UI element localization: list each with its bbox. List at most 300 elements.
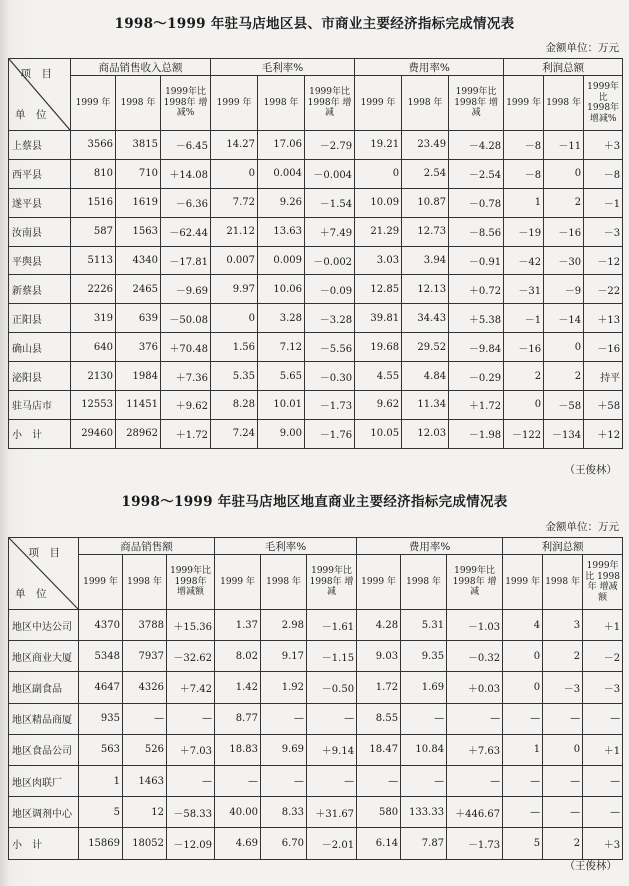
table-cell: 4 bbox=[503, 610, 543, 641]
table-cell: 9.35 bbox=[401, 641, 447, 672]
table-cell: ＋7.63 bbox=[447, 734, 503, 765]
table-cell: －9.84 bbox=[449, 333, 504, 362]
table-cell: ＋9.62 bbox=[161, 391, 211, 420]
table-cell: 810 bbox=[71, 159, 116, 188]
table-cell: 526 bbox=[123, 734, 167, 765]
col-compare-pct: 1999年比 1998年 增减% bbox=[584, 76, 623, 131]
table-cell: 7.12 bbox=[258, 333, 305, 362]
table-cell: 12.85 bbox=[355, 275, 402, 304]
table-cell: 21.29 bbox=[355, 217, 402, 246]
table-cell: 935 bbox=[79, 703, 123, 734]
table-cell: 5 bbox=[503, 828, 543, 859]
table-cell: 2130 bbox=[71, 362, 116, 391]
table-cell: 1 bbox=[79, 765, 123, 796]
table-cell: －42 bbox=[504, 246, 544, 275]
table2-group-gross-margin: 毛利率% bbox=[215, 538, 357, 555]
table-cell: －3 bbox=[584, 217, 623, 246]
col-compare-change: 1999年比 1998年 增 减 bbox=[307, 555, 357, 610]
table2-credit: （王俊林） bbox=[564, 860, 617, 872]
table-row bbox=[9, 419, 623, 448]
table-row bbox=[9, 797, 623, 828]
table-cell: — bbox=[307, 765, 357, 796]
table-cell: －122 bbox=[504, 419, 544, 448]
row-unit-name: 地区肉联厂 bbox=[9, 765, 79, 796]
table-cell: 7.87 bbox=[401, 828, 447, 859]
table-cell: 0 bbox=[543, 734, 583, 765]
table-cell: 7937 bbox=[123, 641, 167, 672]
table-cell: 5348 bbox=[79, 641, 123, 672]
table2-title: 1998～1999 年驻马店地区地直商业主要经济指标完成情况表 bbox=[121, 494, 508, 510]
col-1999: 1999 年 bbox=[357, 555, 401, 610]
table-cell: 9.62 bbox=[355, 391, 402, 420]
table-cell: －0.78 bbox=[449, 188, 504, 217]
table-row bbox=[9, 765, 623, 796]
table-cell: 1619 bbox=[116, 188, 161, 217]
table-cell: －6.45 bbox=[161, 131, 211, 160]
table-row bbox=[9, 217, 623, 246]
table-cell: －134 bbox=[544, 419, 584, 448]
table-row bbox=[9, 159, 623, 188]
table2-unit: 金额单位：万元 bbox=[545, 521, 619, 533]
table-cell: 4.28 bbox=[357, 610, 401, 641]
row-unit-name: 地区食品公司 bbox=[9, 734, 79, 765]
table-cell: 10.05 bbox=[355, 419, 402, 448]
table-cell: 9.97 bbox=[211, 275, 258, 304]
table-cell: 4.55 bbox=[355, 362, 402, 391]
table-cell: 6.14 bbox=[357, 828, 401, 859]
table-cell: ＋446.67 bbox=[447, 797, 503, 828]
table-cell: 8.55 bbox=[357, 703, 401, 734]
row-unit-name: 地区中达公司 bbox=[9, 610, 79, 641]
table-cell: 1 bbox=[503, 734, 543, 765]
row-unit-name: 地区副食品 bbox=[9, 672, 79, 703]
table-cell: 3815 bbox=[116, 131, 161, 160]
table-row bbox=[9, 362, 623, 391]
table-cell: — bbox=[447, 703, 503, 734]
table-cell: 2 bbox=[543, 828, 583, 859]
table-cell: 18052 bbox=[123, 828, 167, 859]
table-cell: 9.69 bbox=[261, 734, 307, 765]
table-cell: 39.81 bbox=[355, 304, 402, 333]
table-cell: 0 bbox=[355, 159, 402, 188]
table-row bbox=[9, 391, 623, 420]
table-cell: — bbox=[583, 797, 623, 828]
table-row bbox=[9, 333, 623, 362]
table-cell: －0.30 bbox=[305, 362, 355, 391]
table-cell: －22 bbox=[584, 275, 623, 304]
table-cell: 563 bbox=[79, 734, 123, 765]
table-cell: ＋70.48 bbox=[161, 333, 211, 362]
table-cell: 19.68 bbox=[355, 333, 402, 362]
table-row bbox=[9, 641, 623, 672]
table-cell: －2.54 bbox=[449, 159, 504, 188]
table-cell: 10.09 bbox=[355, 188, 402, 217]
table-cell: 4340 bbox=[116, 246, 161, 275]
table-cell: －8.56 bbox=[449, 217, 504, 246]
row-unit-name: 汝南县 bbox=[9, 217, 71, 246]
table-cell: ＋58 bbox=[584, 391, 623, 420]
table-cell: －12 bbox=[584, 246, 623, 275]
table-cell: 12.73 bbox=[402, 217, 449, 246]
table-cell: ＋15.36 bbox=[167, 610, 215, 641]
table-cell: — bbox=[357, 765, 401, 796]
table-cell: 0.007 bbox=[211, 246, 258, 275]
col-1999: 1999 年 bbox=[503, 555, 543, 610]
table-cell: －1.76 bbox=[305, 419, 355, 448]
table-cell: －9 bbox=[544, 275, 584, 304]
table-cell: — bbox=[583, 765, 623, 796]
col-1998: 1998 年 bbox=[543, 555, 583, 610]
table-cell: 12553 bbox=[71, 391, 116, 420]
col-1999: 1999 年 bbox=[504, 76, 544, 131]
table-cell: — bbox=[261, 765, 307, 796]
table-cell: －19 bbox=[504, 217, 544, 246]
table1-corner-header bbox=[9, 59, 71, 131]
col-1999: 1999 年 bbox=[211, 76, 258, 131]
table-cell: ＋1 bbox=[583, 734, 623, 765]
table-cell: 0 bbox=[544, 333, 584, 362]
table-cell: 12 bbox=[123, 797, 167, 828]
col-1999: 1999 年 bbox=[71, 76, 116, 131]
table-cell: －58.33 bbox=[167, 797, 215, 828]
table-cell: 10.06 bbox=[258, 275, 305, 304]
table-cell: 8.28 bbox=[211, 391, 258, 420]
table-cell: ＋1.72 bbox=[161, 419, 211, 448]
table2-group-expense-rate: 费用率% bbox=[357, 538, 503, 555]
table-cell: ＋31.67 bbox=[307, 797, 357, 828]
col-1998: 1998 年 bbox=[261, 555, 307, 610]
table-cell: －2.79 bbox=[305, 131, 355, 160]
table-cell: －1.98 bbox=[449, 419, 504, 448]
table-cell: 3.94 bbox=[402, 246, 449, 275]
table-cell: ＋7.03 bbox=[167, 734, 215, 765]
table-cell: 5.65 bbox=[258, 362, 305, 391]
table-cell: －14 bbox=[544, 304, 584, 333]
table-cell: 580 bbox=[357, 797, 401, 828]
row-unit-name: 地区精品商厦 bbox=[9, 703, 79, 734]
table-cell: 2465 bbox=[116, 275, 161, 304]
table-cell: ＋7.42 bbox=[167, 672, 215, 703]
table-row bbox=[9, 188, 623, 217]
table-cell: 10.87 bbox=[402, 188, 449, 217]
col-compare-amount: 1999年比 1998年 增减额 bbox=[167, 555, 215, 610]
table-cell: 1463 bbox=[123, 765, 167, 796]
table-cell: －3 bbox=[543, 672, 583, 703]
table-cell: — bbox=[503, 703, 543, 734]
table-cell: －31 bbox=[504, 275, 544, 304]
table-cell: 4326 bbox=[123, 672, 167, 703]
row-unit-name: 平舆县 bbox=[9, 246, 71, 275]
table-cell: 7.72 bbox=[211, 188, 258, 217]
table-cell: 2 bbox=[504, 362, 544, 391]
table-cell: ＋7.36 bbox=[161, 362, 211, 391]
table-cell: — bbox=[261, 703, 307, 734]
table-cell: 2 bbox=[544, 362, 584, 391]
table-cell: －62.44 bbox=[161, 217, 211, 246]
table-cell: －16 bbox=[544, 217, 584, 246]
table-cell: 0 bbox=[503, 672, 543, 703]
col-1998: 1998 年 bbox=[544, 76, 584, 131]
table-cell: — bbox=[543, 797, 583, 828]
table-cell: 639 bbox=[116, 304, 161, 333]
table-cell: 持平 bbox=[584, 362, 623, 391]
table-cell: ＋0.72 bbox=[449, 275, 504, 304]
table-cell: －0.91 bbox=[449, 246, 504, 275]
row-unit-name: 地区调剂中心 bbox=[9, 797, 79, 828]
table-row bbox=[9, 734, 623, 765]
table-cell: — bbox=[401, 703, 447, 734]
col-1998: 1998 年 bbox=[401, 555, 447, 610]
table-cell: 5.35 bbox=[211, 362, 258, 391]
row-unit-name: 西平县 bbox=[9, 159, 71, 188]
table-row bbox=[9, 304, 623, 333]
table-cell: 11.34 bbox=[402, 391, 449, 420]
table-cell: — bbox=[583, 703, 623, 734]
table-cell: 1984 bbox=[116, 362, 161, 391]
table-cell: 2.54 bbox=[402, 159, 449, 188]
table-cell: 1563 bbox=[116, 217, 161, 246]
table-cell: －1.61 bbox=[307, 610, 357, 641]
table-cell: — bbox=[543, 703, 583, 734]
table-cell: ＋3 bbox=[583, 828, 623, 859]
table-cell: －0.002 bbox=[305, 246, 355, 275]
table-cell: 9.00 bbox=[258, 419, 305, 448]
table-cell: －3 bbox=[583, 672, 623, 703]
table1-unit: 金额单位：万元 bbox=[545, 42, 619, 54]
table-cell: ＋5.38 bbox=[449, 304, 504, 333]
table-cell: — bbox=[123, 703, 167, 734]
table-cell: －2.01 bbox=[307, 828, 357, 859]
row-unit-name: 小 计 bbox=[9, 419, 71, 448]
row-unit-name: 新蔡县 bbox=[9, 275, 71, 304]
table-cell: －1.03 bbox=[447, 610, 503, 641]
table-cell: －0.29 bbox=[449, 362, 504, 391]
table-row bbox=[9, 246, 623, 275]
table-cell: －2 bbox=[583, 641, 623, 672]
table-cell: －12.09 bbox=[167, 828, 215, 859]
table-cell: — bbox=[543, 765, 583, 796]
table1-group-sales: 商品销售收入总额 bbox=[71, 59, 211, 76]
table-cell: 12.13 bbox=[402, 275, 449, 304]
table-cell: 1.56 bbox=[211, 333, 258, 362]
col-1999: 1999 年 bbox=[215, 555, 261, 610]
row-unit-name: 上蔡县 bbox=[9, 131, 71, 160]
table-cell: ＋1 bbox=[583, 610, 623, 641]
table-cell: 1.42 bbox=[215, 672, 261, 703]
table-cell: －0.50 bbox=[307, 672, 357, 703]
table-cell: 11451 bbox=[116, 391, 161, 420]
corner-item-label: 项 目 bbox=[20, 68, 52, 80]
table-cell: 1.69 bbox=[401, 672, 447, 703]
table-row bbox=[9, 828, 623, 859]
table-cell: 319 bbox=[71, 304, 116, 333]
table-cell: 19.21 bbox=[355, 131, 402, 160]
table-cell: 2.98 bbox=[261, 610, 307, 641]
col-1998: 1998 年 bbox=[258, 76, 305, 131]
table2-group-profit: 利润总额 bbox=[503, 538, 623, 555]
col-compare-change: 1999年比 1998年 增 减 bbox=[305, 76, 355, 131]
table-cell: 1.92 bbox=[261, 672, 307, 703]
table-row bbox=[9, 131, 623, 160]
table-cell: 0 bbox=[503, 641, 543, 672]
table-cell: 2226 bbox=[71, 275, 116, 304]
table-cell: －30 bbox=[544, 246, 584, 275]
table-cell: 12.03 bbox=[402, 419, 449, 448]
table-cell: 1.37 bbox=[215, 610, 261, 641]
table2-group-sales: 商品销售额 bbox=[79, 538, 215, 555]
row-unit-name: 小 计 bbox=[9, 828, 79, 859]
table-cell: 1 bbox=[504, 188, 544, 217]
col-compare-change: 1999年比 1998年 增 减 bbox=[449, 76, 504, 131]
table-row bbox=[9, 703, 623, 734]
col-compare-amount: 1999年比 1998年 增减额 bbox=[583, 555, 623, 610]
corner-unit-label: 单 位 bbox=[15, 109, 47, 121]
table-cell: 4647 bbox=[79, 672, 123, 703]
table-cell: －17.81 bbox=[161, 246, 211, 275]
table-cell: — bbox=[215, 765, 261, 796]
table-cell: 18.47 bbox=[357, 734, 401, 765]
table-cell: 0.009 bbox=[258, 246, 305, 275]
table-cell: 3788 bbox=[123, 610, 167, 641]
table-cell: －5.56 bbox=[305, 333, 355, 362]
table-cell: 34.43 bbox=[402, 304, 449, 333]
table-cell: －8 bbox=[504, 159, 544, 188]
table-cell: ＋13 bbox=[584, 304, 623, 333]
table-cell: －8 bbox=[504, 131, 544, 160]
table-cell: 0 bbox=[211, 304, 258, 333]
table1-group-expense-rate: 费用率% bbox=[355, 59, 504, 76]
table-cell: 4370 bbox=[79, 610, 123, 641]
table-cell: 8.02 bbox=[215, 641, 261, 672]
corner-unit-label: 单 位 bbox=[15, 588, 47, 600]
table-cell: 21.12 bbox=[211, 217, 258, 246]
table-cell: －1.54 bbox=[305, 188, 355, 217]
table-cell: — bbox=[503, 797, 543, 828]
table-cell: 587 bbox=[71, 217, 116, 246]
table-row bbox=[9, 672, 623, 703]
table-cell: 2 bbox=[544, 188, 584, 217]
table-cell: — bbox=[401, 765, 447, 796]
table-cell: 10.84 bbox=[401, 734, 447, 765]
table-cell: －11 bbox=[544, 131, 584, 160]
table-cell: －8 bbox=[584, 159, 623, 188]
table1-group-profit: 利润总额 bbox=[504, 59, 623, 76]
table-cell: －1 bbox=[584, 188, 623, 217]
table-cell: — bbox=[503, 765, 543, 796]
table-cell: －6.36 bbox=[161, 188, 211, 217]
table-cell: －32.62 bbox=[167, 641, 215, 672]
table1-group-gross-margin: 毛利率% bbox=[211, 59, 355, 76]
table-cell: －50.08 bbox=[161, 304, 211, 333]
row-unit-name: 地区商业大厦 bbox=[9, 641, 79, 672]
table-cell: －0.004 bbox=[305, 159, 355, 188]
table-row bbox=[9, 610, 623, 641]
table-cell: 0 bbox=[211, 159, 258, 188]
table-cell: 13.63 bbox=[258, 217, 305, 246]
table-cell: 15869 bbox=[79, 828, 123, 859]
table-cell: 5.31 bbox=[401, 610, 447, 641]
table-cell: — bbox=[447, 765, 503, 796]
table-cell: 640 bbox=[71, 333, 116, 362]
table-cell: －0.32 bbox=[447, 641, 503, 672]
table-cell: 6.70 bbox=[261, 828, 307, 859]
table-cell: 17.06 bbox=[258, 131, 305, 160]
table-cell: 3.03 bbox=[355, 246, 402, 275]
table-cell: 5113 bbox=[71, 246, 116, 275]
table-row bbox=[9, 275, 623, 304]
row-unit-name: 驻马店市 bbox=[9, 391, 71, 420]
table-cell: 8.33 bbox=[261, 797, 307, 828]
table-cell: －4.28 bbox=[449, 131, 504, 160]
col-1999: 1999 年 bbox=[355, 76, 402, 131]
table-cell: 9.17 bbox=[261, 641, 307, 672]
table-cell: 710 bbox=[116, 159, 161, 188]
table-cell: 40.00 bbox=[215, 797, 261, 828]
table-cell: 376 bbox=[116, 333, 161, 362]
row-unit-name: 确山县 bbox=[9, 333, 71, 362]
table1 bbox=[8, 58, 623, 449]
table-cell: 0 bbox=[544, 159, 584, 188]
table-cell: 3.28 bbox=[258, 304, 305, 333]
row-unit-name: 正阳县 bbox=[9, 304, 71, 333]
table-cell: ＋9.14 bbox=[307, 734, 357, 765]
table-cell: 9.26 bbox=[258, 188, 305, 217]
row-unit-name: 遂平县 bbox=[9, 188, 71, 217]
table-cell: 10.01 bbox=[258, 391, 305, 420]
corner-item-label: 项 目 bbox=[28, 547, 60, 559]
table-cell: ＋12 bbox=[584, 419, 623, 448]
col-compare-pct: 1999年比 1998年 增减% bbox=[161, 76, 211, 131]
table-cell: 3566 bbox=[71, 131, 116, 160]
table-cell: — bbox=[307, 703, 357, 734]
table-cell: 29460 bbox=[71, 419, 116, 448]
table-cell: 1516 bbox=[71, 188, 116, 217]
table-cell: 0 bbox=[504, 391, 544, 420]
table-cell: 3 bbox=[543, 610, 583, 641]
col-compare-change: 1999年比 1998年 增 减 bbox=[447, 555, 503, 610]
table-cell: 4.84 bbox=[402, 362, 449, 391]
table-cell: 14.27 bbox=[211, 131, 258, 160]
table-cell: －1.15 bbox=[307, 641, 357, 672]
table-cell: 29.52 bbox=[402, 333, 449, 362]
col-1998: 1998 年 bbox=[402, 76, 449, 131]
col-1998: 1998 年 bbox=[116, 76, 161, 131]
table-cell: ＋14.08 bbox=[161, 159, 211, 188]
table-cell: 5 bbox=[79, 797, 123, 828]
table-cell: －16 bbox=[504, 333, 544, 362]
table2 bbox=[8, 537, 623, 860]
row-unit-name: 泌阳县 bbox=[9, 362, 71, 391]
table-cell: 0.004 bbox=[258, 159, 305, 188]
table-cell: ＋1.72 bbox=[449, 391, 504, 420]
table-cell: ＋7.49 bbox=[305, 217, 355, 246]
table-cell: －1.73 bbox=[305, 391, 355, 420]
table-cell: — bbox=[167, 765, 215, 796]
table-cell: 2 bbox=[543, 641, 583, 672]
table-cell: －58 bbox=[544, 391, 584, 420]
table1-title: 1998～1999 年驻马店地区县、市商业主要经济指标完成情况表 bbox=[114, 16, 515, 32]
table-cell: 133.33 bbox=[401, 797, 447, 828]
table-cell: 28962 bbox=[116, 419, 161, 448]
table-cell: －0.09 bbox=[305, 275, 355, 304]
table-cell: 7.24 bbox=[211, 419, 258, 448]
table2-corner-header bbox=[9, 538, 79, 610]
col-1999: 1999 年 bbox=[79, 555, 123, 610]
table-cell: ＋0.03 bbox=[447, 672, 503, 703]
table-cell: ＋3 bbox=[584, 131, 623, 160]
table2-body bbox=[9, 610, 623, 860]
table-cell: — bbox=[167, 703, 215, 734]
